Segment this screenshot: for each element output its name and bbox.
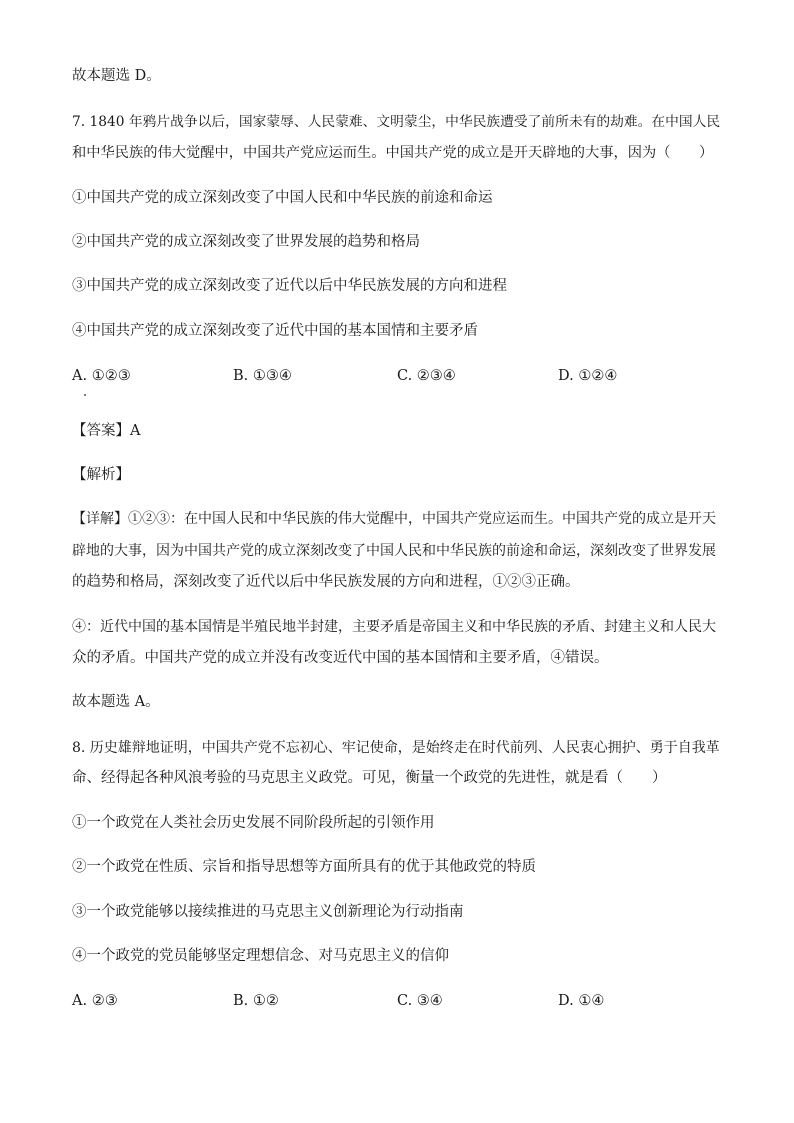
- q8-statement-2: ②一个政党在性质、宗旨和指导思想等方面所具有的优于其他政党的特质: [72, 859, 536, 875]
- q7-detail-line-5: 众的矛盾。中国共产党的成立并没有改变近代中国的基本国情和主要矛盾，④错误。: [72, 650, 609, 666]
- q7-answer: 【答案】A: [72, 423, 141, 439]
- q7-detail-line-4: ④：近代中国的基本国情是半殖民地半封建，主要矛盾是帝国主义和中华民族的矛盾、封建主义和人民大: [72, 619, 716, 635]
- q8-stem-line-1: 8. 历史雄辩地证明，中国共产党不忘初心、牢记使命，是始终走在时代前列、人民衷心拥护、勇于自我革: [72, 740, 720, 756]
- q8-statement-4: ④一个政党的党员能够坚定理想信念、对马克思主义的信仰: [72, 948, 449, 964]
- q7-statement-4: ④中国共产党的成立深刻改变了近代中国的基本国情和主要矛盾: [72, 323, 478, 339]
- q7-option-b: B. ①③④: [233, 368, 292, 384]
- q7-detail-line-3: 的趋势和格局，深刻改变了近代以后中华民族发展的方向和进程，①②③正确。: [72, 574, 580, 590]
- q7-statement-1: ①中国共产党的成立深刻改变了中国人民和中华民族的前途和命运: [72, 190, 493, 206]
- q7-stem-line-2: 和中华民族的伟大觉醒中，中国共产党应运而生。中国共产党的成立是开天辟地的大事，因为（ ）: [72, 145, 714, 161]
- q7-conclusion: 故本题选 A。: [72, 694, 160, 710]
- q7-statement-3: ③中国共产党的成立深刻改变了近代以后中华民族发展的方向和进程: [72, 278, 507, 294]
- q7-option-d: D. ①②④: [558, 368, 618, 384]
- q7-statement-2: ②中国共产党的成立深刻改变了世界发展的趋势和格局: [72, 234, 420, 250]
- previous-answer-conclusion: 故本题选 D。: [72, 68, 161, 84]
- q7-analysis-label: 【解析】: [72, 467, 130, 483]
- q7-stem-line-1: 7. 1840 年鸦片战争以后，国家蒙辱、人民蒙难、文明蒙尘，中华民族遭受了前所未有的劫难。在中国人民: [72, 114, 721, 130]
- q7-option-c: C. ②③④: [397, 368, 456, 384]
- q7-option-a: A. ①②③: [72, 368, 131, 384]
- q8-statement-3: ③一个政党能够以接续推进的马克思主义创新理论为行动指南: [72, 904, 464, 920]
- q7-detail-line-2: 辟地的大事，因为中国共产党的成立深刻改变了中国人民和中华民族的前途和命运，深刻改变了世界发展: [72, 543, 716, 559]
- q7-detail-line-1: 【详解】①②③：在中国人民和中华民族的伟大觉醒中，中国共产党应运而生。中国共产党的成立是开天: [72, 511, 716, 527]
- q8-option-d: D. ①④: [558, 993, 605, 1009]
- stray-dot: [84, 394, 86, 396]
- q8-option-a: A. ②③: [72, 993, 118, 1009]
- q8-statement-1: ①一个政党在人类社会历史发展不同阶段所起的引领作用: [72, 815, 435, 831]
- q8-option-c: C. ③④: [397, 993, 443, 1009]
- q8-option-b: B. ①②: [233, 993, 279, 1009]
- q8-stem-line-2: 命、经得起各种风浪考验的马克思主义政党。可见，衡量一个政党的先进性，就是看（ ）: [72, 770, 667, 786]
